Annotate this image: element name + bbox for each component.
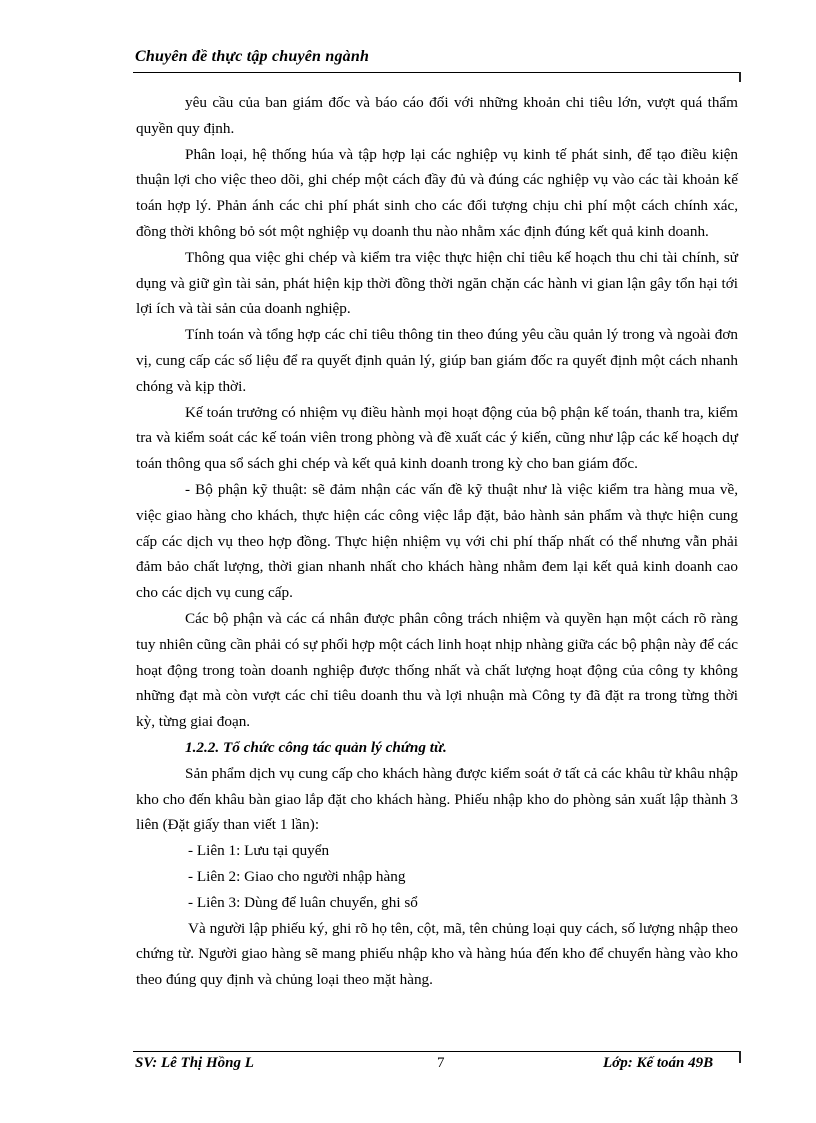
- header-rule: [133, 72, 740, 73]
- paragraph-4: Tính toán và tổng hợp các chỉ tiêu thông tin theo đúng yêu cầu quản lý trong và ngoài đơn vị, cung cấp các số liệu để ra quyết định quản lý, giúp ban giám đốc ra quyết định một cách nhanh chóng và kịp thời.: [136, 326, 738, 395]
- paragraph-7: Các bộ phận và các cá nhân được phân công trách nhiệm và quyền hạn một cách rõ ràng tuy nhiên cũng cần phải có sự phối hợp một cách linh hoạt nhịp nhàng giữa các bộ phận này để các hoạt động trong toàn doanh nghiệp được thống nhất và chất lượng hoạt động của công ty không những đạt mà còn vượt các chỉ tiêu doanh thu và lợi nhuận mà Công ty đã đặt ra trong từng thời kỳ, từng giai đoạn.: [136, 609, 738, 731]
- footer-class: Lớp: Kế toán 49B: [603, 1055, 714, 1071]
- paragraph-3: Thông qua việc ghi chép và kiểm tra việc thực hiện chỉ tiêu kế hoạch thu chi tài chính, sử dụng và giữ gìn tài sản, phát hiện kịp thời đồng thời ngăn chặn các hành vi gian lận gây tổn hại tới lợi ích và tài sản của doanh nghiệp.: [136, 248, 738, 318]
- header-rule-edge: [739, 72, 741, 82]
- list-item: - Liên 1: Lưu tại quyển: [188, 842, 330, 860]
- paragraph-1: yêu cầu của ban giám đốc và báo cáo đối với những khoản chi tiêu lớn, vượt quá thẩm quyền quy định.: [136, 94, 738, 137]
- paragraph-2: Phân loại, hệ thống húa và tập hợp lại các nghiệp vụ kinh tế phát sinh, để tạo điều kiện thuận lợi cho việc theo dõi, ghi chép một cách đầy đủ và đúng các nghiệp vụ vào các tài khoản kế toán hợp lý. Phản ánh các chi phí phát sinh cho các đối tượng chịu chi phí một cách chính xác, đồng thời không bỏ sót một nghiệp vụ doanh thu nào nhằm xác định đúng kết quả kinh doanh.: [136, 145, 738, 240]
- list-item: - Liên 3: Dùng để luân chuyển, ghi sổ: [188, 893, 418, 911]
- document-body: [136, 90, 738, 993]
- footer-student-name: SV: Lê Thị Hồng L: [135, 1055, 254, 1071]
- paragraph-9: Và người lập phiếu ký, ghi rõ họ tên, cột, mã, tên chủng loại quy cách, số lượng nhập theo chứng từ. Người giao hàng sẽ mang phiếu nhập kho và hàng húa đến kho để chuyển hàng vào kho theo đúng quy định và chủng loại theo mặt hàng.: [136, 919, 738, 989]
- footer-rule: [133, 1051, 740, 1052]
- paragraph-6: - Bộ phận kỹ thuật: sẽ đảm nhận các vấn đề kỹ thuật như là việc kiểm tra hàng mua về, việc giao hàng cho khách, thực hiện các công việc lắp đặt, bảo hành sản phẩm và thực hiện cung cấp các dịch vụ theo hợp đồng. Thực hiện nhiệm vụ với chi phí thấp nhất có thể nhưng vẫn phải đảm bảo chất lượng, thời gian nhanh nhất cho khách hàng nhằm đem lại kết quả kinh doanh cao cho các dịch vụ cung cấp.: [136, 480, 738, 602]
- section-heading: 1.2.2. Tổ chức công tác quản lý chứng từ.: [185, 738, 447, 756]
- list-item: - Liên 2: Giao cho người nhập hàng: [188, 867, 406, 885]
- page-number: 7: [437, 1055, 445, 1071]
- paragraph-8: Sản phẩm dịch vụ cung cấp cho khách hàng được kiểm soát ở tất cả các khâu từ khâu nhập kho cho đến khâu bàn giao lắp đặt cho khách hàng. Phiếu nhập kho do phòng sản xuất lập thành 3 liên (Đặt giấy than viết 1 lần):: [136, 764, 738, 834]
- header-title: Chuyên đề thực tập chuyên ngành: [135, 48, 370, 65]
- footer-rule-edge: [739, 1051, 741, 1063]
- paragraph-5: Kế toán trưởng có nhiệm vụ điều hành mọi hoạt động của bộ phận kế toán, thanh tra, kiểm tra và kiểm soát các kế toán viên trong phòng và đề xuất các ý kiến, cũng như lập các kế hoạch dự toán thông qua sổ sách ghi chép và kết quả kinh doanh trong kỳ cho ban giám đốc.: [136, 403, 738, 473]
